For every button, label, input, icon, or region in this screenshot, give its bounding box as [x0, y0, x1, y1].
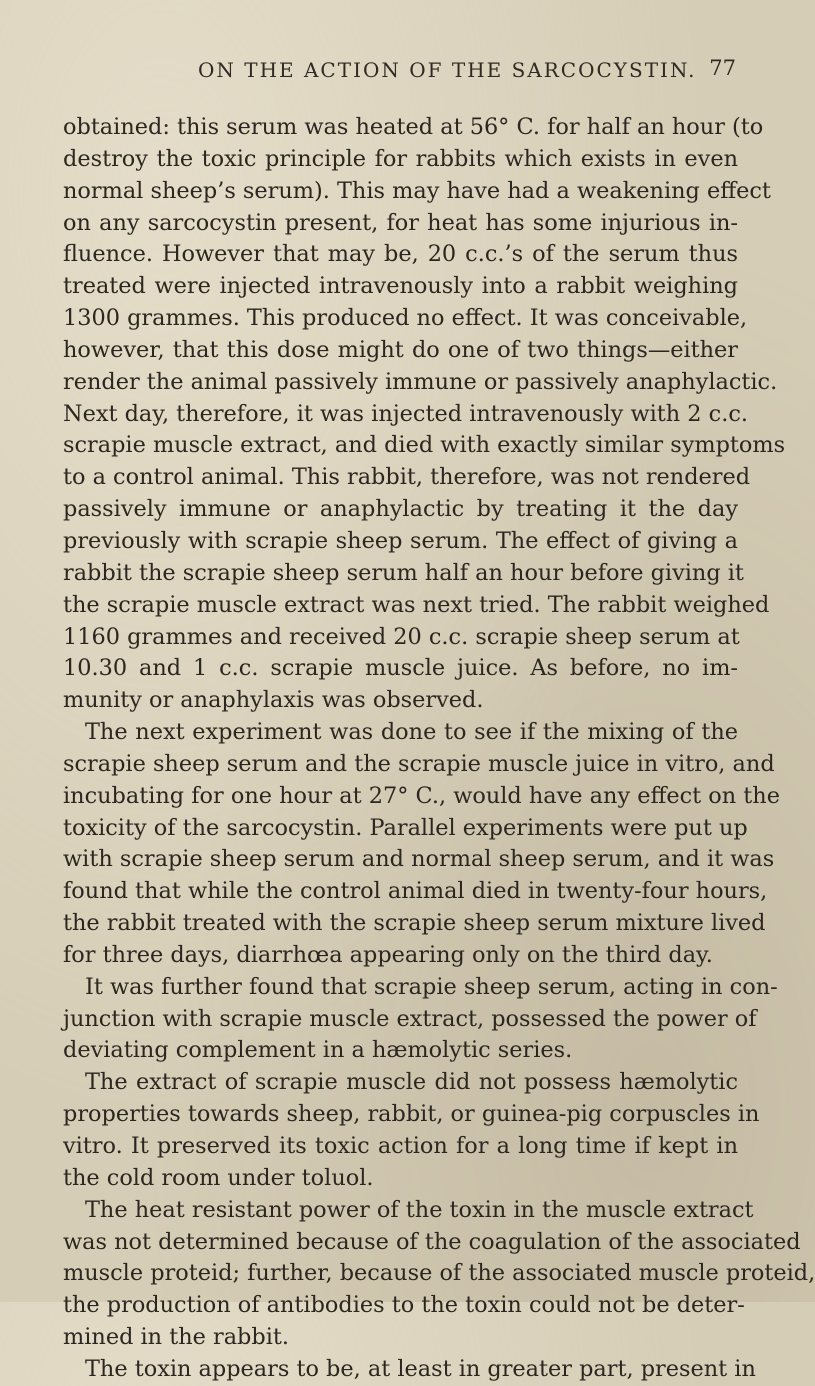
- text-line: scrapie sheep serum and the scrapie muscle juice in vitro, and: [63, 750, 775, 777]
- body-text: [63, 112, 815, 1386]
- text-line: however, that this dose might do one of two things—either: [63, 336, 738, 363]
- text-line: render the animal passively immune or passively anaphylactic.: [63, 368, 778, 395]
- text-line: 10.30 and 1 c.c. scrapie muscle juice. As before, no im-: [63, 655, 738, 682]
- text-line: normal sheep’s serum). This may have had a weakening effect: [63, 177, 771, 204]
- running-head: [66, 58, 736, 88]
- text-line: the production of antibodies to the toxin could not be deter-: [63, 1292, 745, 1319]
- text-line: fluence. However that may be, 20 c.c.’s of the serum thus: [63, 241, 738, 268]
- text-line: mined in the rabbit.: [63, 1324, 289, 1351]
- text-line: The extract of scrapie muscle did not possess hæmolytic: [85, 1069, 738, 1096]
- text-line: found that while the control animal died in twenty-four hours,: [63, 878, 768, 905]
- text-line: previously with scrapie sheep serum. The effect of giving a: [63, 527, 738, 554]
- text-line: incubating for one hour at 27° C., would have any effect on the: [63, 782, 780, 809]
- text-line: It was further found that scrapie sheep serum, acting in con-: [85, 973, 778, 1000]
- text-line: munity or anaphylaxis was observed.: [63, 687, 484, 714]
- text-line: with scrapie sheep serum and normal sheep serum, and it was: [63, 846, 775, 873]
- text-line: deviating complement in a hæmolytic series.: [63, 1037, 573, 1064]
- text-line: obtained: this serum was heated at 56° C. for half an hour (to: [63, 114, 764, 140]
- running-title: ON THE ACTION OF THE SARCOCYSTIN.: [198, 58, 697, 82]
- text-line: The next experiment was done to see if the mixing of the: [85, 719, 738, 746]
- text-line: the scrapie muscle extract was next tried. The rabbit weighed: [63, 591, 770, 618]
- text-line: properties towards sheep, rabbit, or guinea-pig corpuscles in: [63, 1101, 760, 1128]
- text-line: vitro. It preserved its toxic action for a long time if kept in: [63, 1133, 738, 1159]
- text-line: on any sarcocystin present, for heat has some injurious in-: [63, 209, 738, 236]
- text-line: the rabbit treated with the scrapie sheep serum mixture lived: [63, 910, 766, 937]
- text-line: The heat resistant power of the toxin in the muscle extract: [85, 1196, 754, 1223]
- text-line: for three days, diarrhœa appearing only on the third day.: [63, 941, 713, 968]
- text-line: junction with scrapie muscle extract, possessed the power of: [63, 1005, 757, 1032]
- text-line: passively immune or anaphylactic by treating it the day: [63, 496, 738, 523]
- text-line: to a control animal. This rabbit, therefore, was not rendered: [63, 464, 751, 491]
- text-line: scrapie muscle extract, and died with exactly similar symptoms: [63, 432, 786, 459]
- text-line: destroy the toxic principle for rabbits which exists in even: [63, 145, 738, 172]
- text-line: Next day, therefore, it was injected intravenously with 2 c.c.: [63, 400, 748, 427]
- text-line: toxicity of the sarcocystin. Parallel experiments were put up: [63, 814, 748, 841]
- page-number: 77: [709, 56, 736, 80]
- text-line: was not determined because of the coagulation of the associated: [63, 1228, 801, 1255]
- text-line: 1160 grammes and received 20 c.c. scrapie sheep serum at: [63, 623, 740, 650]
- text-line: The toxin appears to be, at least in greater part, present in: [85, 1355, 756, 1382]
- text-line: the cold room under toluol.: [63, 1164, 374, 1191]
- text-line: rabbit the scrapie sheep serum half an hour before giving it: [63, 559, 744, 586]
- text-line: 1300 grammes. This produced no effect. It was conceivable,: [63, 305, 748, 332]
- text-line: muscle proteid; further, because of the associated muscle proteid,: [63, 1260, 815, 1287]
- text-line: treated were injected intravenously into a rabbit weighing: [63, 273, 738, 300]
